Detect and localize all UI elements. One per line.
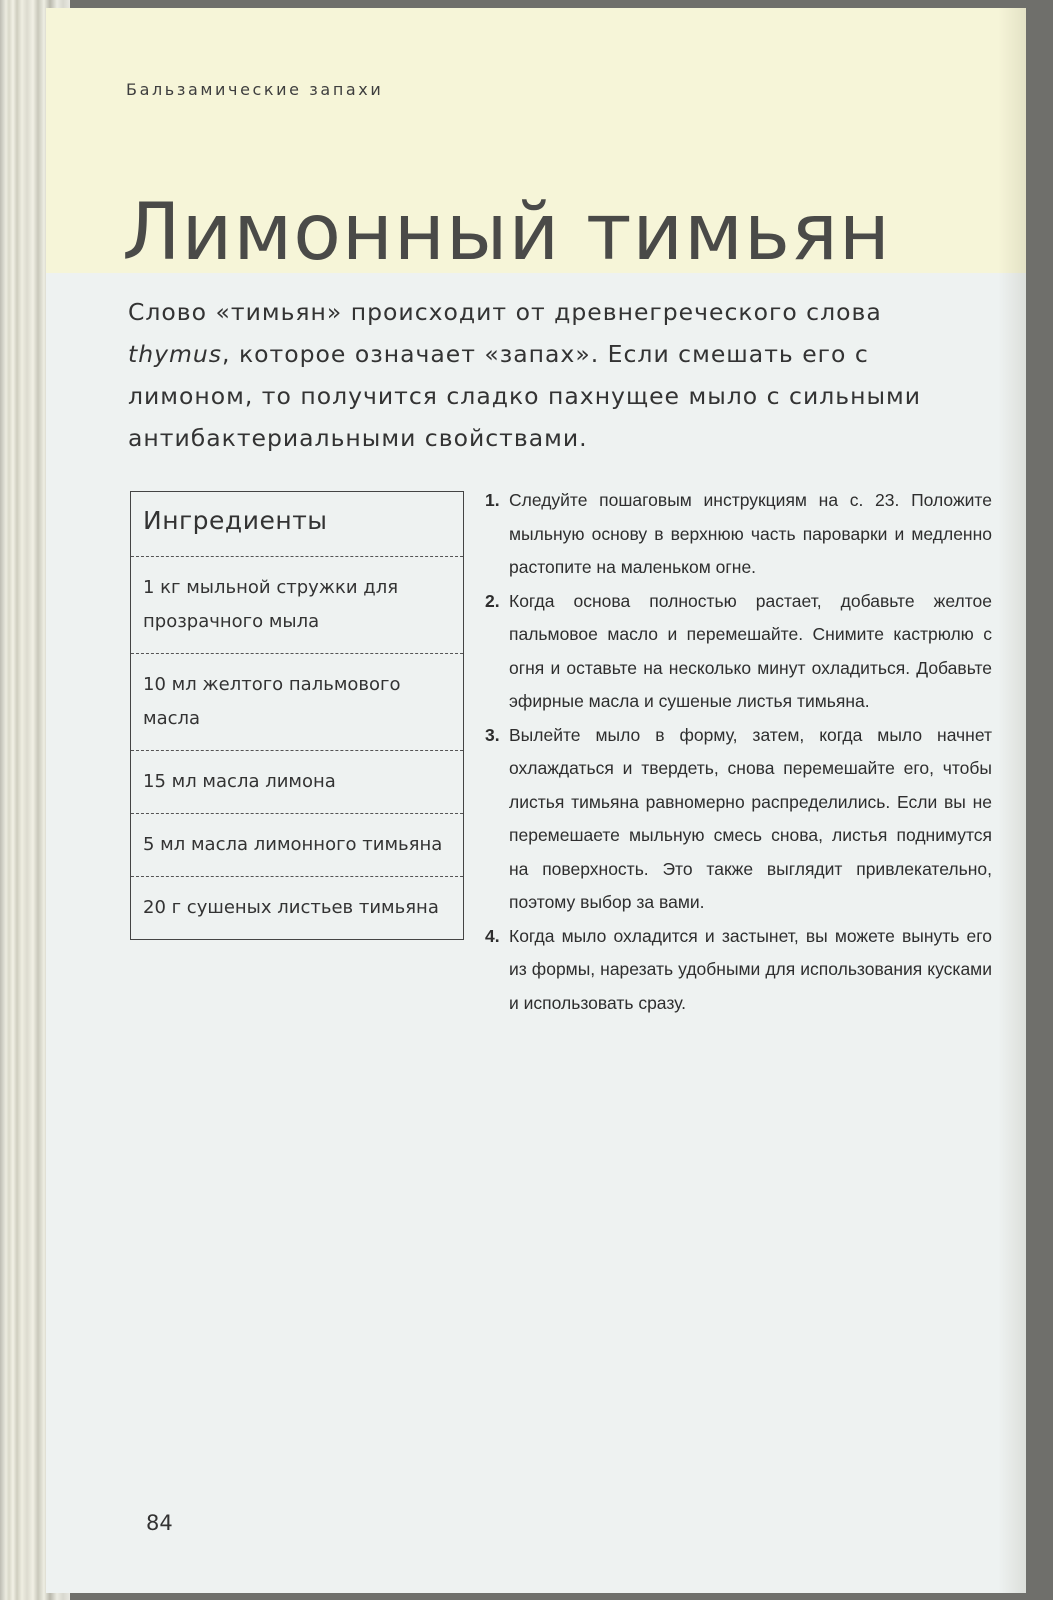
ingredient-item: 15 мл масла лимона xyxy=(131,751,463,814)
gutter-shadow xyxy=(998,8,1026,1593)
book-page xyxy=(46,8,1026,1593)
page-title: Лимонный тимьян xyxy=(122,188,891,278)
ingredient-item: 5 мл масла лимонного тимьяна xyxy=(131,814,463,877)
instruction-step xyxy=(482,719,992,920)
instruction-step xyxy=(482,585,992,719)
intro-italic-word: thymus xyxy=(128,340,223,368)
intro-paragraph xyxy=(128,291,988,459)
step-text: Когда мыло охладится и застынет, вы можете вынуть его из формы, нарезать удобными для использования кусками и использовать сразу. xyxy=(509,925,992,1013)
step-number: 2. xyxy=(485,590,500,611)
ingredient-item: 20 г сушеных листьев тимьяна xyxy=(143,897,439,918)
step-number: 1. xyxy=(485,490,500,510)
page-number: 84 xyxy=(146,1511,173,1535)
ingredient-item: 10 мл желтого пальмового масла xyxy=(131,654,463,751)
step-text: Вылейте мыло в форму, затем, когда мыло начнет охлаждаться и твердеть, снова перемешайте его, чтобы листья тимьяна равномерно распределились. Если вы не перемешаете мыльную смесь снова, листья поднимутся на поверхность. Это также выглядит привлекательно, поэтому выбор за вами. xyxy=(509,724,992,912)
ingredients-box xyxy=(130,491,464,940)
step-number: 4. xyxy=(485,925,500,946)
step-text: Следуйте пошаговым инструкциям на с. 23. Положите мыльную основу в верхнюю часть пароварки и медленно растопите на маленьком огне. xyxy=(509,490,992,577)
ingredient-item: 1 кг мыльной стружки для прозрачного мыла xyxy=(131,557,463,654)
instructions-list xyxy=(482,484,992,1020)
ingredients-header: Ингредиенты xyxy=(131,492,463,557)
intro-text-1: Слово «тимьян» происходит от древнегреческого слова xyxy=(128,298,882,326)
running-head: Бальзамические запахи xyxy=(126,80,384,99)
instruction-step xyxy=(482,920,992,1021)
step-text: Когда основа полностью растает, добавьте желтое пальмовое масло и перемешайте. Снимите кастрюлю с огня и оставьте на несколько минут охладиться. Добавьте эфирные масла и сушеные листья тимьяна. xyxy=(509,590,992,711)
instruction-step xyxy=(482,484,992,585)
step-number: 3. xyxy=(485,724,500,745)
intro-text-2: , которое означает «запах». Если смешать его с лимоном, то получится сладко пахнущее мыло с сильными антибактериальными свойствами. xyxy=(128,340,922,452)
